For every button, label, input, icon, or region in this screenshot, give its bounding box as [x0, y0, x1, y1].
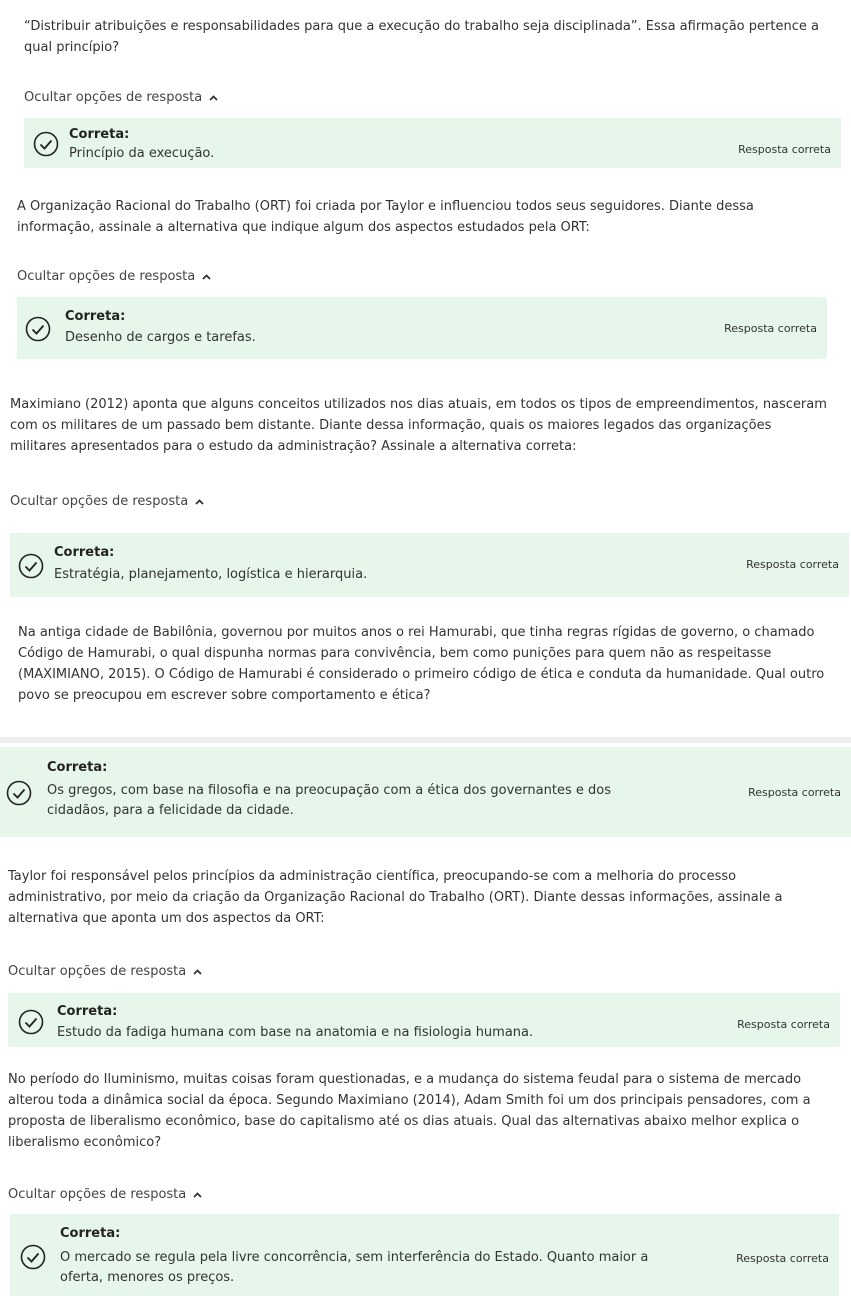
- answer-box: [24, 118, 841, 168]
- hide-options-toggle[interactable]: [24, 88, 219, 108]
- answer-text: Estratégia, planejamento, logística e hierarquia.: [54, 567, 368, 582]
- answer-text: Princípio da execução.: [69, 146, 215, 161]
- toggle-label: Ocultar opções de resposta: [8, 1187, 187, 1202]
- toggle-label: Ocultar opções de resposta: [8, 964, 187, 979]
- check-circle-icon: [20, 1244, 46, 1270]
- answer-box: [17, 297, 827, 359]
- answer-status: Resposta correta: [724, 322, 817, 335]
- section-divider: [0, 737, 851, 743]
- answer-box: [10, 1214, 839, 1296]
- chevron-up-icon: [201, 273, 212, 281]
- question-text: A Organização Racional do Trabalho (ORT) foi criada por Taylor e influenciou todos seus seguidores. Diante dessa informação, assinale a alternativa que indique algum dos aspectos estudados pela ORT:: [17, 199, 754, 235]
- answer-text: O mercado se regula pela livre concorrência, sem interferência do Estado. Quanto maior a oferta, menores os preços.: [60, 1250, 649, 1285]
- check-circle-icon: [33, 131, 59, 157]
- answer-status: Resposta correta: [736, 1252, 829, 1265]
- answer-label: Correta:: [60, 1226, 121, 1241]
- question-text: No período do Iluminismo, muitas coisas foram questionadas, e a mudança do sistema feudal para o sistema de mercado alterou toda a dinâmica social da época. Segundo Maximiano (2014), Adam Smith foi um dos principais pensadores, com a proposta de liberalismo econômico, base do capitalismo até os dias atuais. Qual das alternativas abaixo melhor explica o liberalismo econômico?: [8, 1072, 811, 1150]
- answer-text: Desenho de cargos e tarefas.: [65, 330, 256, 345]
- question-text: Taylor foi responsável pelos princípios da administração científica, preocupando-se com a melhoria do processo administrativo, por meio da criação da Organização Racional do Trabalho (ORT). Diante dessas informações, assinale a alternativa que aponta um dos aspectos da ORT:: [8, 869, 783, 926]
- answer-status: Resposta correta: [746, 558, 839, 571]
- toggle-label: Ocultar opções de resposta: [10, 494, 189, 509]
- answer-text: Estudo da fadiga humana com base na anatomia e na fisiologia humana.: [57, 1025, 534, 1040]
- check-circle-icon: [25, 316, 51, 342]
- chevron-up-icon: [208, 94, 219, 102]
- answer-box: [0, 747, 851, 837]
- toggle-label: Ocultar opções de resposta: [17, 269, 196, 284]
- hide-options-toggle[interactable]: [8, 1185, 203, 1205]
- hide-options-toggle[interactable]: [17, 267, 212, 287]
- answer-box: [8, 993, 840, 1047]
- check-circle-icon: [6, 780, 32, 806]
- answer-label: Correta:: [47, 760, 108, 775]
- answer-label: Correta:: [65, 309, 126, 324]
- answer-status: Resposta correta: [737, 1018, 830, 1031]
- check-circle-icon: [18, 553, 44, 579]
- answer-label: Correta:: [57, 1004, 118, 1019]
- answer-box: [10, 533, 849, 597]
- hide-options-toggle[interactable]: [10, 492, 205, 512]
- answer-label: Correta:: [69, 127, 130, 142]
- answer-label: Correta:: [54, 545, 115, 560]
- hide-options-toggle[interactable]: [8, 962, 203, 982]
- chevron-up-icon: [192, 1191, 203, 1199]
- answer-status: Resposta correta: [748, 786, 841, 799]
- chevron-up-icon: [192, 968, 203, 976]
- answer-text: Os gregos, com base na filosofia e na preocupação com a ética dos governantes e dos cidadãos, para a felicidade da cidade.: [47, 783, 611, 818]
- chevron-up-icon: [194, 498, 205, 506]
- question-text: “Distribuir atribuições e responsabilidades para que a execução do trabalho seja disciplinada”. Essa afirmação pertence a qual princípio?: [24, 19, 819, 55]
- question-text: Na antiga cidade de Babilônia, governou por muitos anos o rei Hamurabi, que tinha regras rígidas de governo, o chamado Código de Hamurabi, o qual dispunha normas para convivência, bem como punições para quem não as respeitasse (MAXIMIANO, 2015). O Código de Hamurabi é considerado o primeiro código de ética e conduta da humanidade. Qual outro povo se preocupou em escrever sobre comportamento e ética?: [18, 625, 825, 703]
- check-circle-icon: [18, 1009, 44, 1035]
- answer-status: Resposta correta: [738, 143, 831, 156]
- toggle-label: Ocultar opções de resposta: [24, 90, 203, 105]
- question-text: Maximiano (2012) aponta que alguns conceitos utilizados nos dias atuais, em todos os tipos de empreendimentos, nasceram com os militares de um passado bem distante. Diante dessa informação, quais os maiores legados das organizações militares apresentados para o estudo da administração? Assinale a alternativa correta:: [10, 397, 827, 454]
